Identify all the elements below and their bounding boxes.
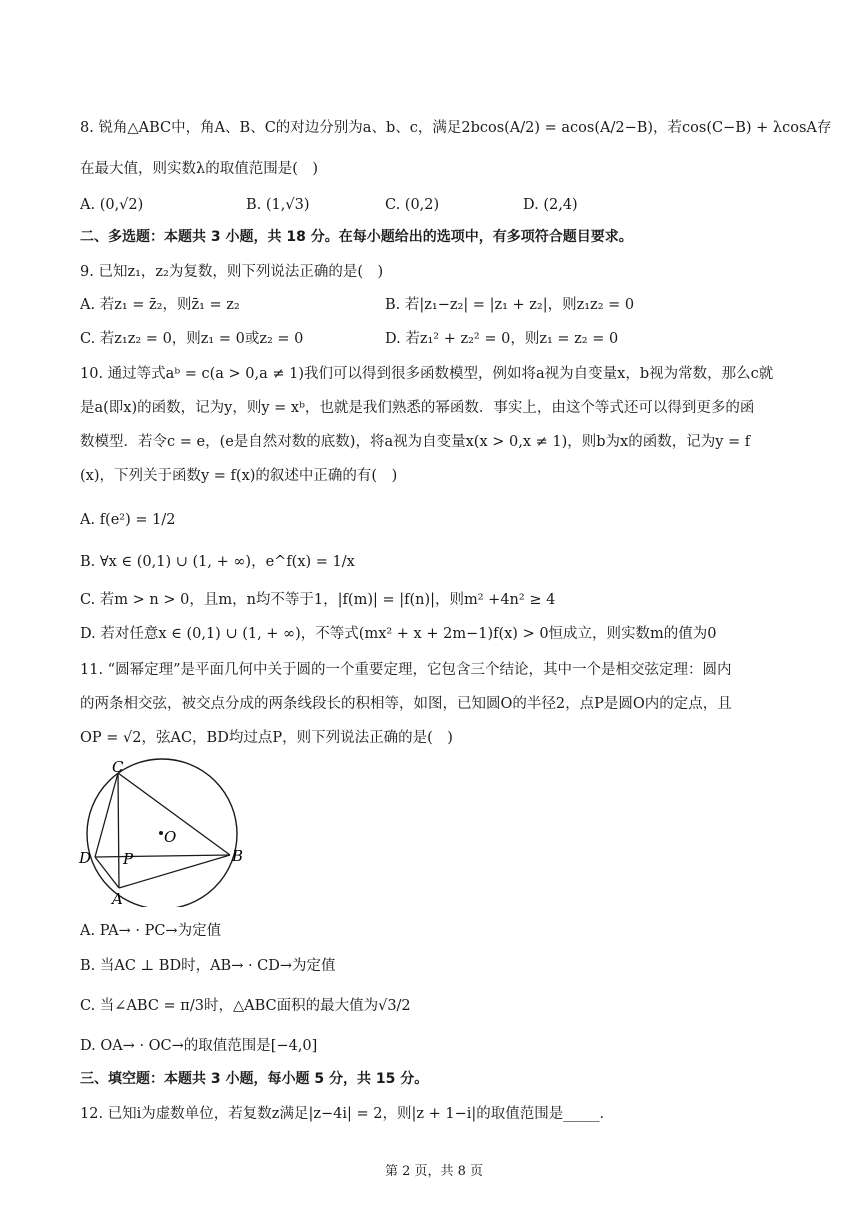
label-c: C bbox=[112, 758, 124, 776]
label-d: D bbox=[79, 849, 92, 867]
label-p: P bbox=[123, 850, 134, 868]
q11-stem-line-3: OP = √2，弦AC，BD均过点P，则下列说法正确的是( ) bbox=[80, 730, 453, 746]
q8-option-d: D. (2,4) bbox=[523, 197, 578, 213]
section-heading-multiple-choice: 二、多选题：本题共 3 小题，共 18 分。在每小题给出的选项中，有多项符合题目要求。 bbox=[80, 229, 633, 245]
page-footer: 第 2 页，共 8 页 bbox=[384, 1164, 484, 1179]
q11-stem-line-2: 的两条相交弦，被交点分成的两条线段长的积相等，如图，已知圆O的半径2，点P是圆O内的定点，且 bbox=[80, 696, 732, 712]
q10-stem-line-4: (x)，下列关于函数y = f(x)的叙述中正确的有( ) bbox=[80, 468, 398, 484]
q9-option-d: D. 若z₁² + z₂² = 0，则z₁ = z₂ = 0 bbox=[385, 331, 619, 347]
chord-bd bbox=[95, 855, 230, 857]
q10-option-a: A. f(e²) = 1/2 bbox=[80, 512, 176, 528]
q10-option-b: B. ∀x ∈ (0,1) ∪ (1, + ∞)，e^f(x) = 1/x bbox=[80, 554, 355, 570]
q10-option-d: D. 若对任意x ∈ (0,1) ∪ (1, + ∞)，不等式(mx² + x + 2m−1)f(x) > 0恒成立，则实数m的值为0 bbox=[80, 626, 717, 642]
q8-stem-line-2: 在最大值，则实数λ的取值范围是( ) bbox=[80, 161, 319, 177]
q11-option-d: D. OA→ · OC→的取值范围是[−4,0] bbox=[80, 1038, 318, 1054]
q10-stem-line-3: 数模型．若令c = e，(e是自然对数的底数)，将a视为自变量x(x > 0,x ≠ 1)，则b为x的函数，记为y = f bbox=[80, 434, 751, 450]
q11-stem-line-1: 11. “圆幂定理”是平面几何中关于圆的一个重要定理，它包含三个结论，其中一个是相交弦定理：圆内 bbox=[80, 662, 732, 678]
q10-stem-line-2: 是a(即x)的函数，记为y，则y = xᵇ，也就是我们熟悉的幂函数．事实上，由这个等式还可以得到更多的函 bbox=[80, 400, 755, 416]
q10-stem-line-1: 10. 通过等式aᵇ = c(a > 0,a ≠ 1)我们可以得到很多函数模型，例如将a视为自变量x，b视为常数，那么c就 bbox=[80, 366, 774, 382]
segment-cd bbox=[95, 773, 118, 857]
q9-option-b: B. 若|z₁−z₂| = |z₁ + z₂|，则z₁z₂ = 0 bbox=[385, 297, 635, 313]
q10-option-c: C. 若m > n > 0，且m，n均不等于1，|f(m)| = |f(n)|，则m² +4n² ≥ 4 bbox=[80, 592, 556, 608]
q9-option-c: C. 若z₁z₂ = 0，则z₁ = 0或z₂ = 0 bbox=[80, 331, 304, 347]
label-a: A bbox=[112, 890, 123, 907]
q11-option-c: C. 当∠ABC = π/3时，△ABC面积的最大值为√3/2 bbox=[80, 998, 411, 1014]
q11-option-b: B. 当AC ⊥ BD时，AB→ · CD→为定值 bbox=[80, 958, 336, 974]
section-heading-fill-in: 三、填空题：本题共 3 小题，每小题 5 分，共 15 分。 bbox=[80, 1071, 429, 1087]
q8-stem-line-1: 8. 锐角△ABC中，角A、B、C的对边分别为a、b、c，满足2bcos(A/2) = acos(A/2−B)，若cos(C−B) + λcosA存 bbox=[80, 120, 832, 136]
circle-chord-figure bbox=[78, 757, 258, 907]
q11-option-a: A. PA→ · PC→为定值 bbox=[80, 923, 222, 939]
center-point-o bbox=[159, 831, 163, 835]
label-b: B bbox=[232, 847, 244, 865]
label-o: O bbox=[164, 828, 177, 846]
q8-option-a: A. (0,√2) bbox=[80, 197, 144, 213]
segment-da bbox=[95, 857, 119, 888]
chord-ac bbox=[118, 773, 119, 888]
q9-option-a: A. 若z₁ = z̄₂，则z̄₁ = z₂ bbox=[80, 297, 240, 313]
q8-option-c: C. (0,2) bbox=[385, 197, 440, 213]
q12-stem: 12. 已知i为虚数单位，若复数z满足|z−4i| = 2，则|z + 1−i|的取值范围是_____． bbox=[80, 1106, 614, 1122]
segment-ab bbox=[119, 855, 230, 888]
q9-stem: 9. 已知z₁，z₂为复数，则下列说法正确的是( ) bbox=[80, 264, 384, 280]
q8-option-b: B. (1,√3) bbox=[246, 197, 310, 213]
